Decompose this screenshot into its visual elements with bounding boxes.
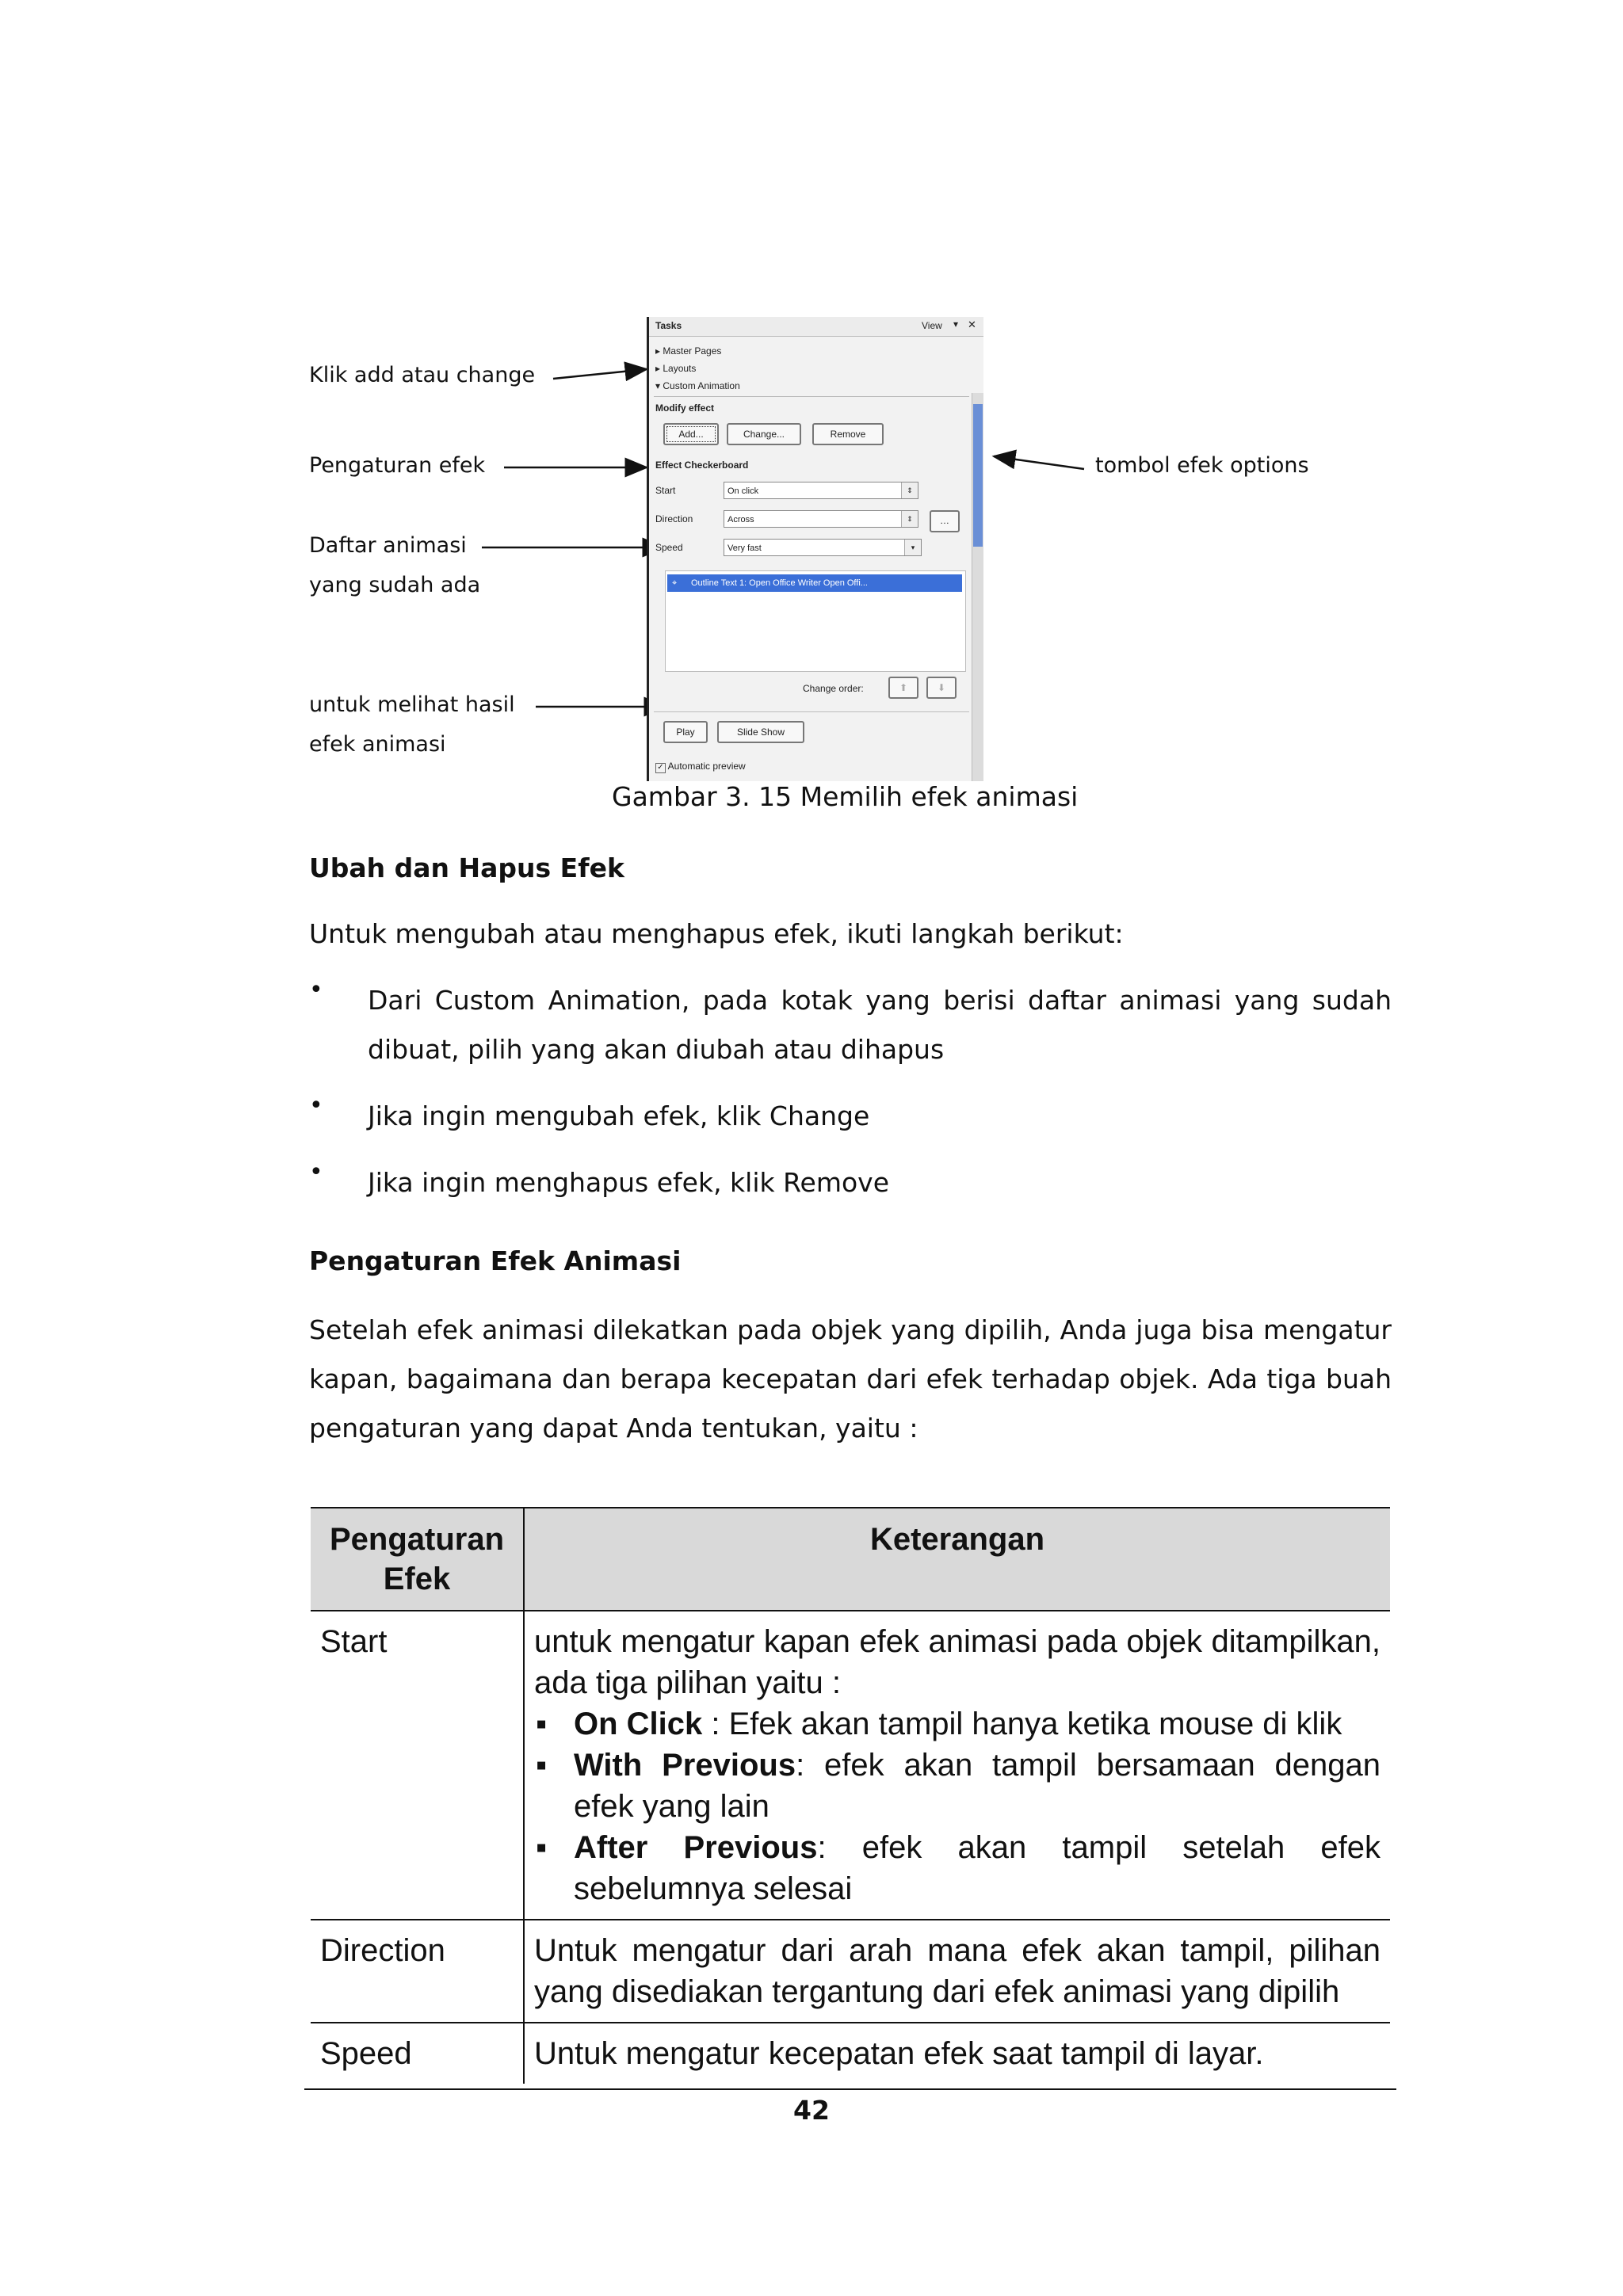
table-row [311,1920,1390,2023]
footer-divider [304,2088,1396,2090]
remove-button[interactable]: Remove [812,423,884,445]
panel-scrollbar[interactable] [972,393,983,781]
spin-icon: ⇕ [901,482,918,498]
divider [654,396,969,397]
tasks-panel [647,317,983,781]
table-cell-name: Speed [311,2023,524,2084]
bullet-icon: • [309,1092,323,1119]
callout-melihat-hasil-2: efek animasi [309,732,446,757]
bullet-icon: • [309,976,323,1004]
direction-select[interactable] [724,510,918,528]
table-header-row [311,1508,1390,1611]
effect-options-button[interactable] [930,510,960,532]
change-button[interactable]: Change... [727,423,801,445]
add-button[interactable]: Add... [663,423,719,445]
option-text: efek akan tampil setelah efek sebelumnya selesai [574,1830,1381,1906]
option-term: On Click [574,1707,703,1741]
arrow-options [994,456,1084,469]
arrow-down-icon: ⬇ [937,682,946,693]
move-up-button[interactable] [888,677,918,699]
arrow-up-icon: ⬆ [899,682,908,693]
panel-title: Tasks [655,320,682,331]
option-separator: : [817,1830,862,1865]
option-text: efek akan tampil bersamaan dengan efek yang lain [574,1748,1381,1824]
start-label: Start [655,485,676,496]
effects-table [311,1507,1390,2084]
collapse-icon: ▾ [655,380,663,391]
animation-list[interactable] [665,570,966,672]
arrow-add-change [553,369,647,379]
direction-label: Direction [655,513,693,524]
start-select[interactable] [724,482,918,499]
start-description: untuk mengatur kapan efek animasi pada objek ditampilkan, ada tiga pilihan yaitu : [534,1624,1381,1700]
start-options-list [534,1703,1381,1909]
speed-select[interactable] [724,539,922,556]
automatic-preview-label: Automatic preview [667,761,746,772]
play-button[interactable]: Play [663,721,708,743]
effect-name: Effect Checkerboard [655,460,749,471]
table-header-pengaturan: Pengaturan Efek [311,1508,524,1611]
table-header-keterangan: Keterangan [524,1508,1390,1611]
ellipsis-icon: … [940,515,949,526]
list-item [574,1827,1381,1909]
page-number: 42 [793,2095,830,2126]
section-custom-animation-label: Custom Animation [663,380,740,391]
speed-select-value: Very fast [727,543,762,553]
move-down-button[interactable] [926,677,957,699]
bullet-icon: • [309,1158,323,1186]
figure-caption: Gambar 3. 15 Memilih efek animasi [612,781,1079,812]
table-cell-desc [524,1611,1390,1920]
divider [654,711,969,712]
bullet-item-1: Dari Custom Animation, pada kotak yang berisi daftar animasi yang sudah dibuat, pilih yang akan diubah atau dihapus [368,985,1392,1065]
callout-tombol-options: tombol efek options [1095,453,1309,478]
spin-icon: ⇕ [901,511,918,527]
section-layouts[interactable] [655,363,696,374]
table-cell-name: Direction [311,1920,524,2023]
section-master-pages-label: Master Pages [663,345,722,357]
panel-title-bar [649,317,983,337]
modify-effect-label: Modify effect [655,402,715,414]
list-item [574,1745,1381,1827]
dropdown-arrow-icon: ▾ [904,540,921,555]
callout-daftar-animasi-2: yang sudah ada [309,573,481,597]
mouse-click-icon: ⌖ [672,578,678,588]
expand-icon: ▸ [655,363,663,374]
direction-select-value: Across [727,515,754,524]
close-icon[interactable]: ✕ [968,318,976,330]
bullet-item-2: Jika ingin mengubah efek, klik Change [368,1100,870,1131]
section-intro: Untuk mengubah atau menghapus efek, ikuti langkah berikut: [309,918,1124,949]
section-master-pages[interactable] [655,345,721,357]
scrollbar-thumb[interactable] [973,404,983,547]
slide-show-button[interactable]: Slide Show [717,721,804,743]
option-term: After Previous [574,1830,818,1865]
section-heading-pengaturan: Pengaturan Efek Animasi [309,1245,682,1276]
table-row [311,2023,1390,2084]
automatic-preview[interactable] [655,761,746,773]
section-paragraph: Setelah efek animasi dilekatkan pada objek yang dipilih, Anda juga bisa mengatur kapan, bagaimana dan berapa kecepatan dari efek terhadap objek. Ada tiga buah pengaturan yang dapat Anda tentukan, yaitu : [309,1314,1392,1444]
option-term: With Previous [574,1748,796,1783]
option-text: Efek akan tampil hanya ketika mouse di klik [728,1707,1342,1741]
expand-icon: ▸ [655,345,663,357]
speed-label: Speed [655,542,683,553]
animation-list-item[interactable] [667,574,962,592]
option-separator: : [796,1748,825,1783]
change-order-label: Change order: [803,683,864,694]
callout-pengaturan-efek: Pengaturan efek [309,453,486,478]
section-layouts-label: Layouts [663,363,697,374]
dropdown-arrow-icon[interactable]: ▾ [953,318,959,330]
checkbox-icon[interactable]: ✓ [655,763,666,773]
table-row [311,1611,1390,1920]
table-cell-desc: Untuk mengatur kecepatan efek saat tampil di layar. [534,2036,1264,2071]
callout-add-change: Klik add atau change [309,363,536,387]
callout-melihat-hasil: untuk melihat hasil [309,692,515,717]
start-select-value: On click [727,486,759,496]
list-item [574,1703,1381,1745]
table-cell-name: Start [311,1611,524,1920]
table-cell-desc: Untuk mengatur dari arah mana efek akan tampil, pilihan yang disediakan tergantung dari efek animasi yang dipilih [534,1933,1381,2009]
view-menu[interactable]: View [922,320,942,331]
callout-daftar-animasi: Daftar animasi [309,533,467,558]
bullet-item-3: Jika ingin menghapus efek, klik Remove [368,1167,890,1198]
animation-list-item-label: Outline Text 1: Open Office Writer Open Offi... [691,578,868,588]
option-separator: : [702,1707,729,1741]
section-heading-ubah-hapus: Ubah dan Hapus Efek [309,852,624,883]
section-custom-animation[interactable] [655,380,740,391]
